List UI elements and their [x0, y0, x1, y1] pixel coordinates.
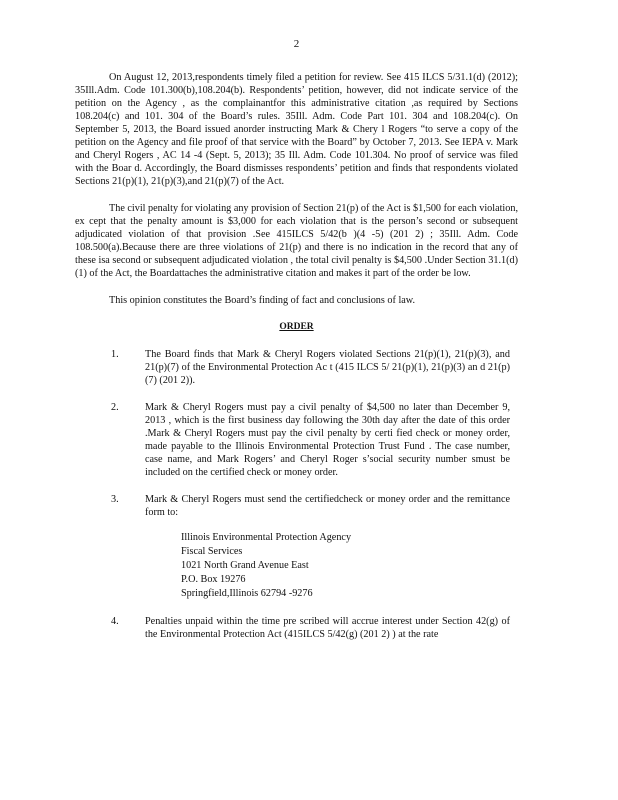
address-line: 1021 North Grand Avenue East [181, 560, 309, 571]
page-number: 2 [293, 38, 300, 50]
address-line: P.O. Box 19276 [181, 574, 246, 585]
order-heading: ORDER [279, 322, 314, 332]
address-line: Springfield,Illinois 62794 -9276 [181, 588, 313, 599]
paragraph-petition: On August 12, 2013,respondents timely filed a petition for review. See 415 ILCS 5/31.1(d) (2012); 35Ill.Adm. Code 101.300(b),108.204(b). Respondents’ petition, however, did not indicate service of the petition on the Agency , as the complainantfor this administrative citation ,as required by Sections 108.204(c) and 101. 304 of the Board’s rules. 35Ill. Adm. Code Part 101. 304 and 108.204(c). On September 5, 2013, the Board issued anorder instructing Mark & Chery l Rogers “to serve a copy of the petition on the Agency and file proof of that service with the Board” by October 7, 2013. See IEPA v. Mark and Cheryl Rogers , AC 14 -4 (Sept. 5, 2013); 35 Ill. Adm. Code 101.304. No proof of service was filed with the Boar d. Accordingly, the Board dismisses respondents’ petition and finds that respondents violated Sections 21(p)(1), 21(p)(3),and 21(p)(7) of the Act. [75, 72, 518, 187]
address-line: Illinois Environmental Protection Agency [181, 532, 352, 543]
order-item-number: 1. [111, 349, 119, 360]
order-item-3 [75, 493, 518, 601]
order-item-number: 4. [111, 616, 119, 627]
order-item-1 [75, 348, 518, 387]
paragraph-opinion: This opinion constitutes the Board’s finding of fact and conclusions of law. [109, 295, 416, 306]
order-item-text: Mark & Cheryl Rogers must send the certifiedcheck or money order and the remittance form to: [145, 494, 510, 518]
order-item-4 [75, 615, 518, 641]
order-item-body [145, 493, 518, 601]
order-item-text: The Board finds that Mark & Cheryl Rogers violated Sections 21(p)(1), 21(p)(3), and 21(p)(7) of the Environmental Protection Ac t (415 ILCS 5/ 21(p)(1), 21(p)(3) an d 21(p)(7) (201 2)). [145, 349, 510, 386]
order-item-text: Mark & Cheryl Rogers must pay a civil penalty of $4,500 no later than December 9, 2013 , which is the first business day following the 30th day after the date of this order .Mark & Cheryl Rogers must pay the civil penalty by certi fied check or money order, made payable to the Illinois Environmental Protection Trust Fund . The case number, case name, and Mark Rogers’ and Cheryl Roger s’social security number smust be included on the certified check or money order. [145, 402, 510, 478]
remittance-address [181, 531, 510, 601]
order-item-2 [75, 401, 518, 479]
order-item-number: 2. [111, 402, 119, 413]
paragraph-civil-penalty: The civil penalty for violating any provision of Section 21(p) of the Act is $1,500 for each violation, ex cept that the penalty amount is $3,000 for each violation that is the person’s second or subsequent adjudicated violation of that provision .See 415ILCS 5/42(b )(4 -5) (201 2) ; 35Ill. Adm. Code 108.500(a).Because there are three violations of 21(p) and there is no indication in the record that any of these isa second or subsequent adjudicated violation , the total civil penalty is $4,500 .Under Section 31.1(d)(1) of the Act, the Boardattaches the administrative citation and makes it part of the order be low. [75, 203, 518, 279]
address-line: Fiscal Services [181, 546, 243, 557]
order-item-number: 3. [111, 494, 119, 505]
order-item-text: Penalties unpaid within the time pre scribed will accrue interest under Section 42(g) of the Environmental Protection Act (415ILCS 5/42(g) (201 2) ) at the rate [145, 616, 510, 640]
